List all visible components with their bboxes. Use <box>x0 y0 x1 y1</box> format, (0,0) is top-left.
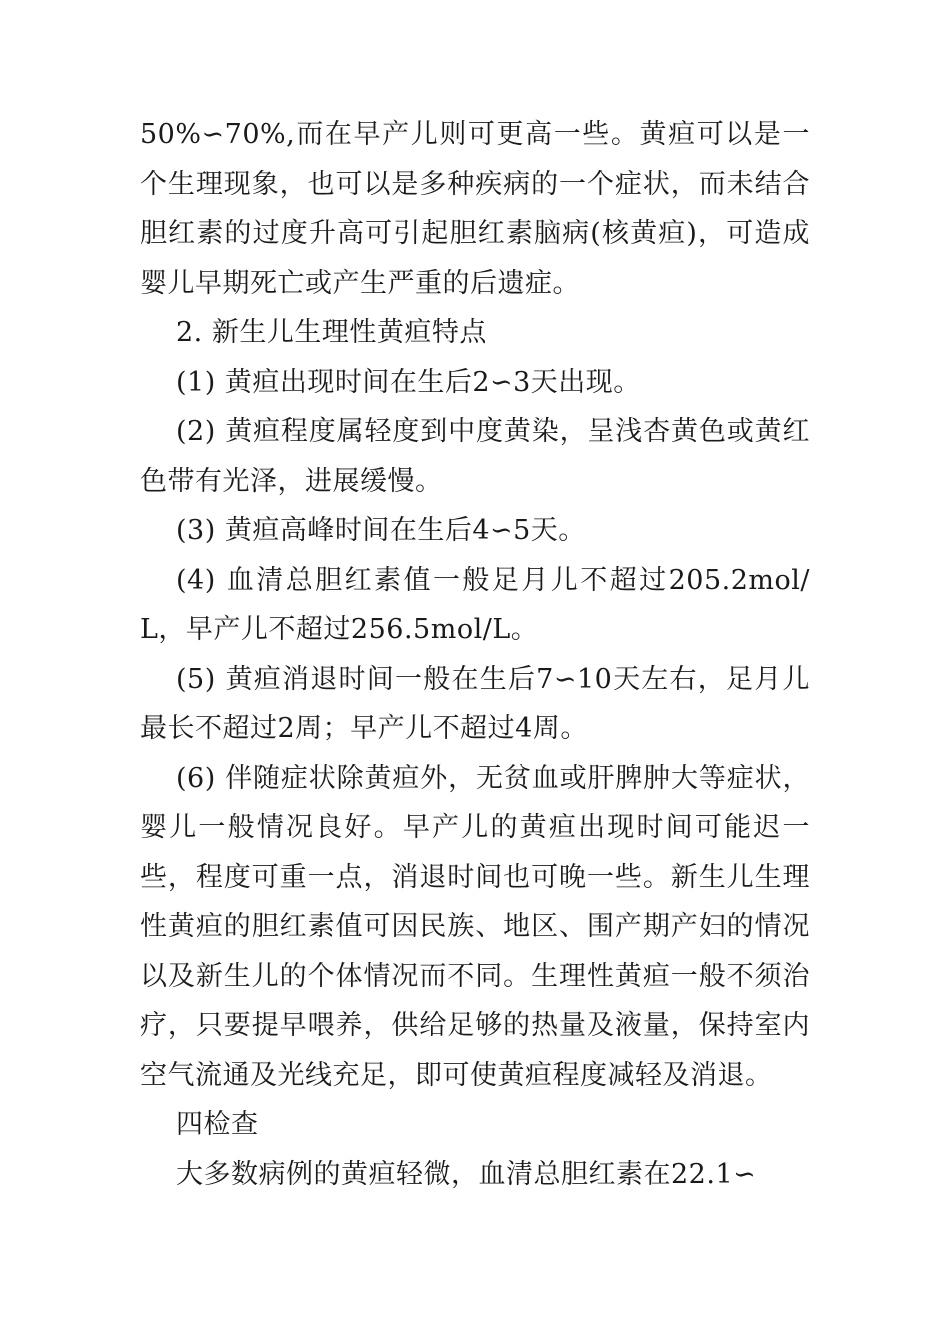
list-item-5: (5) 黄疸消退时间一般在生后7∽10天左右，足月儿最长不超过2周；早产儿不超过4周。 <box>140 663 810 744</box>
list-item-6: (6) 伴随症状除黄疸外，无贫血或肝脾肿大等症状，婴儿一般情况良好。早产儿的黄疸出现时间可能迟一些，程度可重一点，消退时间也可晚一些。新生儿生理性黄疸的胆红素值可因民族、地区、围产期产妇的情况以及新生儿的个体情况而不同。生理性黄疸一般不须治疗，只要提早喂养，供给足够的热量及液量，保持室内空气流通及光线充足，即可使黄疸程度减轻及消退。 <box>140 762 810 1091</box>
list-item-1: (1) 黄疸出现时间在生后2∽3天出现。 <box>176 366 641 398</box>
document-body <box>140 110 810 1199</box>
paragraph-continuation: 50%∽70%,而在早产儿则可更高一些。黄疸可以是一个生理现象，也可以是多种疾病的一个症状，而未结合胆红素的过度升高可引起胆红素脑病(核黄疸)，可造成婴儿早期死亡或产生严重的后遗症。 <box>140 119 810 299</box>
list-item-4: (4) 血清总胆红素值一般足月儿不超过205.2mol/L，早产儿不超过256.5mol/L。 <box>140 564 810 645</box>
paragraph-examination: 大多数病例的黄疸轻微，血清总胆红素在22.1∽ <box>176 1158 757 1190</box>
list-item-3: (3) 黄疸高峰时间在生后4∽5天。 <box>176 515 586 546</box>
section-heading-physiological-jaundice: 2. 新生儿生理性黄疸特点 <box>176 317 487 348</box>
list-item-2: (2) 黄疸程度属轻度到中度黄染，呈浅杏黄色或黄红色带有光泽，进展缓慢。 <box>140 416 810 497</box>
section-heading-examination: 四检查 <box>176 1109 259 1140</box>
